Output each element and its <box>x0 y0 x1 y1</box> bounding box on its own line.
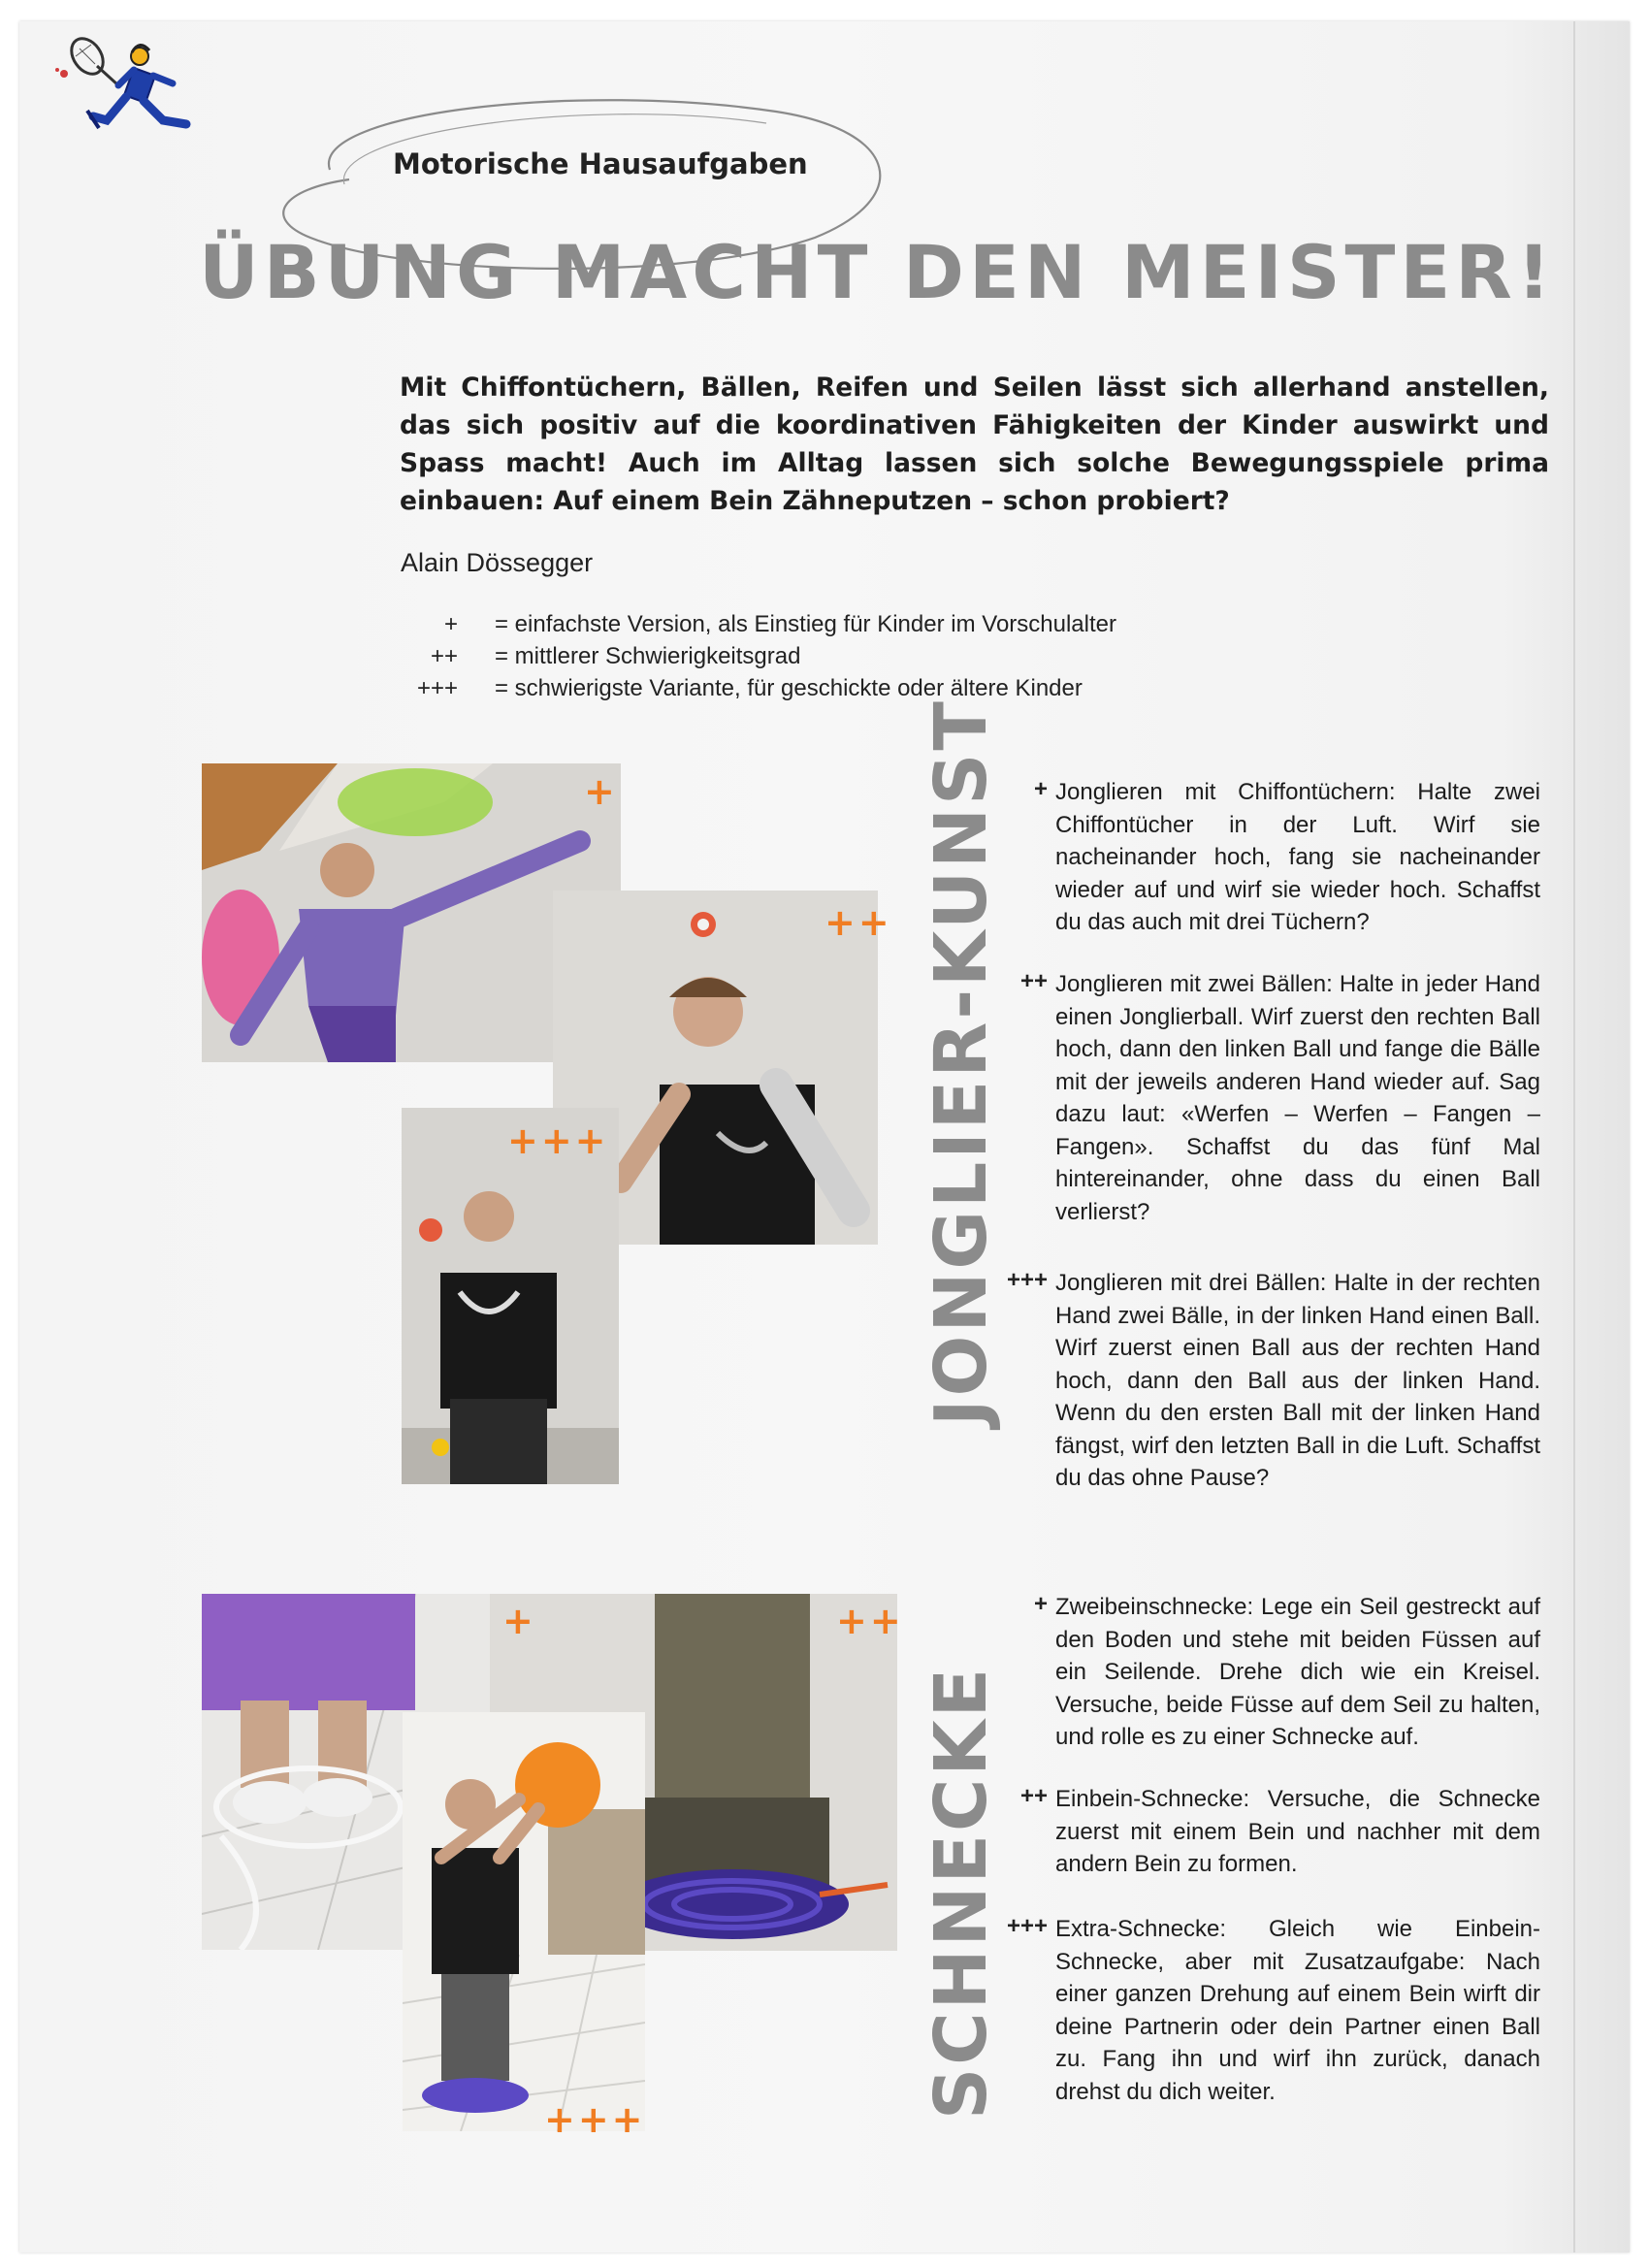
exercise-level: +++ <box>1006 1267 1048 1293</box>
photo-boy-catching-ball <box>403 1712 645 2131</box>
exercise-text: Einbein-Schnecke: Versuche, die Schnecke zuerst mit einem Bein und nachher mit dem andern Bein zu formen. <box>1055 1786 1540 1877</box>
legend-symbol: +++ <box>416 675 458 701</box>
exercise-text: Zweibeinschnecke: Lege ein Seil gestreckt auf den Boden und stehe mit beiden Füssen auf ein Seilende. Drehe dich wie ein Kreisel. Versuche, beide Füsse auf dem Seil zu halten, und rolle es zu einer Schnecke auf. <box>1055 1594 1540 1750</box>
exercise-level: ++ <box>1019 1783 1048 1809</box>
runner-logo-icon <box>48 27 204 153</box>
legend-row <box>388 611 1261 643</box>
section-heading-schnecke: SCHNECKE <box>920 1665 1003 2120</box>
legend-row <box>388 675 1261 707</box>
section-label: Motorische Hausaufgaben <box>393 147 808 180</box>
legend-text: = einfachste Version, als Einstieg für Kinder im Vorschulalter <box>495 611 1116 637</box>
exercise-level: + <box>1033 776 1048 802</box>
lead-paragraph: Mit Chiffontüchern, Bällen, Reifen und Seilen lässt sich allerhand anstellen, das sich positiv auf die koordinativen Fähigkeiten der Kinder auswirkt und Spass macht! Auch im Alltag lassen sich solche Bewegungsspiele prima einbauen: Auf einem Bein Zähneputzen – schon probiert? <box>400 373 1549 516</box>
level-mark-plus: ++ <box>824 901 892 944</box>
exercise-level: ++ <box>1019 968 1048 994</box>
level-mark-plus: +++ <box>544 2098 646 2141</box>
exercise-level: +++ <box>1006 1913 1048 1939</box>
page-title: ÜBUNG MACHT DEN MEISTER! <box>199 229 1556 315</box>
section-heading-jonglier-kunst: JONGLIER-KUNST <box>920 698 1003 1426</box>
legend-text: = mittlerer Schwierigkeitsgrad <box>495 643 801 669</box>
level-mark-plus: + <box>584 770 618 813</box>
legend-text: = schwierigste Variante, für geschickte oder ältere Kinder <box>495 675 1083 701</box>
legend-symbol: ++ <box>430 643 458 669</box>
level-mark-plus: + <box>502 1600 536 1642</box>
exercise-text: Jonglieren mit zwei Bällen: Halte in jeder Hand einen Jonglierball. Wirf zuerst den rechten Ball hoch, dann den linken Ball und fange die Bälle mit der jeweils anderen Hand wieder auf. Sag dazu laut: «Werfen – Werfen – Fangen – Fangen». Schaffst du das fünf Mal hintereinander, ohne dass du einen Ball verlierst? <box>1055 971 1540 1225</box>
page-fold <box>1573 21 1575 2252</box>
exercise-text: Jonglieren mit drei Bällen: Halte in der rechten Hand zwei Bälle, in der linken Hand einen Ball. Wirf zuerst einen Ball aus der rechten Hand hoch, dann den Ball aus der linken Hand. Wenn du den ersten Ball mit der linken Hand fängst, wirf den letzten Ball in die Luft. Schaffst du das ohne Pause? <box>1055 1270 1540 1491</box>
level-mark-plus: ++ <box>836 1600 904 1642</box>
legend-row <box>388 643 1261 675</box>
photo-boy-three-balls <box>402 1108 619 1484</box>
legend-symbol: + <box>443 611 458 637</box>
level-mark-plus: +++ <box>507 1119 609 1162</box>
exercise-text: Extra-Schnecke: Gleich wie Einbein-Schnecke, aber mit Zusatzaufgabe: Nach einer ganzen Drehung auf einem Bein wirft dir deine Partnerin oder dein Partner einen Ball zu. Fang ihn und wirf ihn zurück, danach drehst du dich weiter. <box>1055 1916 1540 2105</box>
exercise-text: Jonglieren mit Chiffontüchern: Halte zwei Chiffontücher in der Luft. Wirf sie nacheinander hoch, fang sie nacheinander wieder auf und wirf sie wieder hoch. Schaffst du das auch mit drei Tüchern? <box>1055 779 1540 935</box>
difficulty-legend <box>388 611 1261 707</box>
exercise-level: + <box>1033 1591 1048 1617</box>
author-name: Alain Dössegger <box>401 548 594 577</box>
